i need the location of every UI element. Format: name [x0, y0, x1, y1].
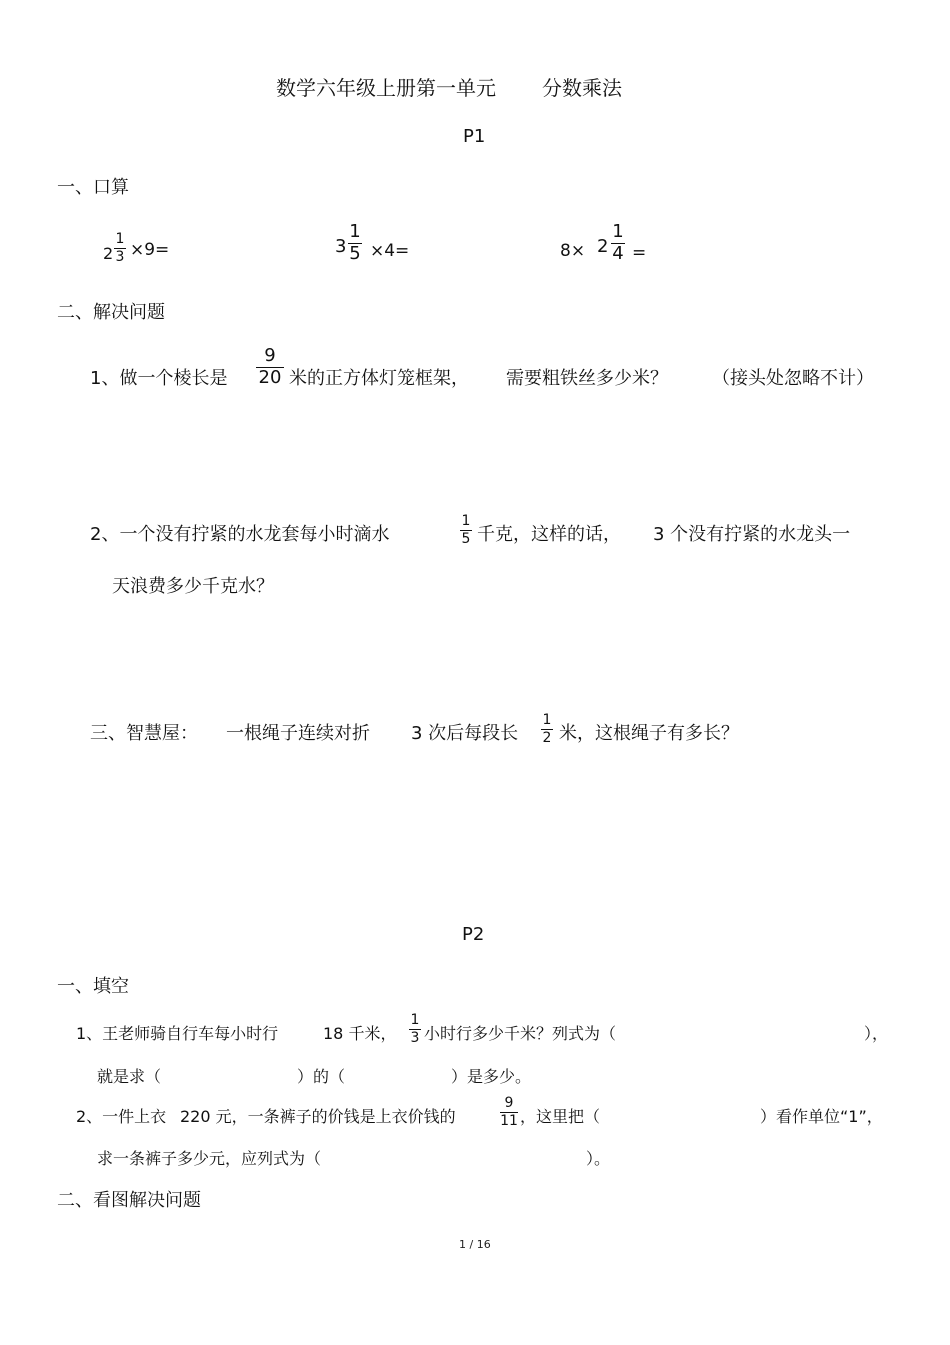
- page-number-footer: 1 / 16: [459, 1238, 491, 1251]
- q3-heading: 三、智慧屋：: [90, 723, 198, 744]
- f2-text-d: ）看作单位“1”，: [760, 1107, 883, 1126]
- f2-den: 11: [500, 1113, 518, 1129]
- f2-text-b: 220 元，一条裤子的价钱是上衣价钱的: [180, 1107, 456, 1126]
- q2-text-after2: 3 个没有拧紧的水龙头一: [653, 524, 851, 545]
- calc2-whole: 3: [335, 236, 347, 257]
- calc3-fraction: [611, 223, 625, 263]
- q1-text-after3: （接头处忽略不计）: [712, 368, 874, 389]
- calc2-fraction: [348, 223, 362, 263]
- calc3-whole: 2: [597, 236, 609, 257]
- f1-text-c: 小时行多少千米？列式为（: [424, 1024, 617, 1043]
- q3-text-before2: 一根绳子连续对折: [226, 723, 370, 744]
- f1-line2b: ）的（: [297, 1067, 346, 1086]
- section-heading-oral-calc: 一、口算: [57, 177, 129, 198]
- f1-fraction: [409, 1013, 421, 1045]
- section-heading-fill-blank: 一、填空: [57, 976, 129, 997]
- q3-text-before3: 3 次后每段长: [411, 723, 519, 744]
- q3-num: 1: [542, 712, 552, 728]
- calc1-den: 3: [115, 249, 125, 265]
- section-heading-picture-problems: 二、看图解决问题: [57, 1190, 201, 1211]
- f1-num: 1: [410, 1012, 420, 1028]
- f1-text-b: 18 千米，: [323, 1024, 397, 1043]
- page-label-p2: P2: [462, 924, 485, 945]
- calc1-whole: 2: [103, 244, 114, 263]
- calc1-num: 1: [115, 231, 125, 247]
- f2-line2a: 求一条裤子多少元，应列式为（: [97, 1149, 322, 1168]
- f1-den: 3: [410, 1030, 420, 1046]
- f1-text-a: 1、王老师骑自行车每小时行: [76, 1024, 279, 1043]
- calc3-den: 4: [612, 243, 624, 264]
- page-title: [276, 72, 622, 101]
- q3-fraction: [541, 713, 553, 745]
- q2-fraction: [460, 514, 472, 546]
- calc2-rest: ×4=: [370, 241, 410, 261]
- q3-den: 2: [542, 730, 552, 746]
- q2-text-line2: 天浪费多少千克水？: [112, 576, 274, 597]
- f1-line2a: 就是求（: [97, 1067, 162, 1086]
- f2-fraction: [500, 1096, 518, 1128]
- q3-text-after: 米，这根绳子有多长？: [559, 723, 739, 744]
- calc2-den: 5: [349, 243, 361, 264]
- f2-line2b: ）。: [586, 1149, 611, 1168]
- f1-text-d: ），: [864, 1024, 889, 1043]
- q1-num: 9: [264, 345, 276, 366]
- q2-num: 1: [461, 513, 471, 529]
- q2-text-before: 2、一个没有拧紧的水龙套每小时滴水: [90, 524, 390, 545]
- q1-text-after: 米的正方体灯笼框架，: [289, 368, 469, 389]
- calc2-num: 1: [349, 221, 361, 242]
- page-label-p1: P1: [463, 126, 486, 147]
- section-heading-solve-problems: 二、解决问题: [57, 302, 165, 323]
- q2-den: 5: [461, 531, 471, 547]
- title-right: 分数乘法: [542, 76, 622, 100]
- f1-line2c: ）是多少。: [451, 1067, 532, 1086]
- f2-text-c: ，这里把（: [520, 1107, 601, 1126]
- title-left: 数学六年级上册第一单元: [276, 76, 496, 100]
- q1-text-before: 1、做一个棱长是: [90, 368, 228, 389]
- calc3-num: 1: [612, 221, 624, 242]
- q2-text-after: 千克，这样的话，: [477, 524, 621, 545]
- f2-text-a: 2、一件上衣: [76, 1107, 167, 1126]
- q1-text-after2: 需要粗铁丝多少米？: [506, 368, 668, 389]
- calc1-fraction: [114, 232, 126, 264]
- q1-fraction: [256, 347, 284, 387]
- calc3-rest: =: [632, 243, 647, 263]
- calc1-rest: ×9=: [130, 240, 170, 260]
- calc3-prefix: 8×: [560, 241, 586, 261]
- q1-den: 20: [258, 367, 282, 388]
- f2-num: 9: [504, 1095, 514, 1111]
